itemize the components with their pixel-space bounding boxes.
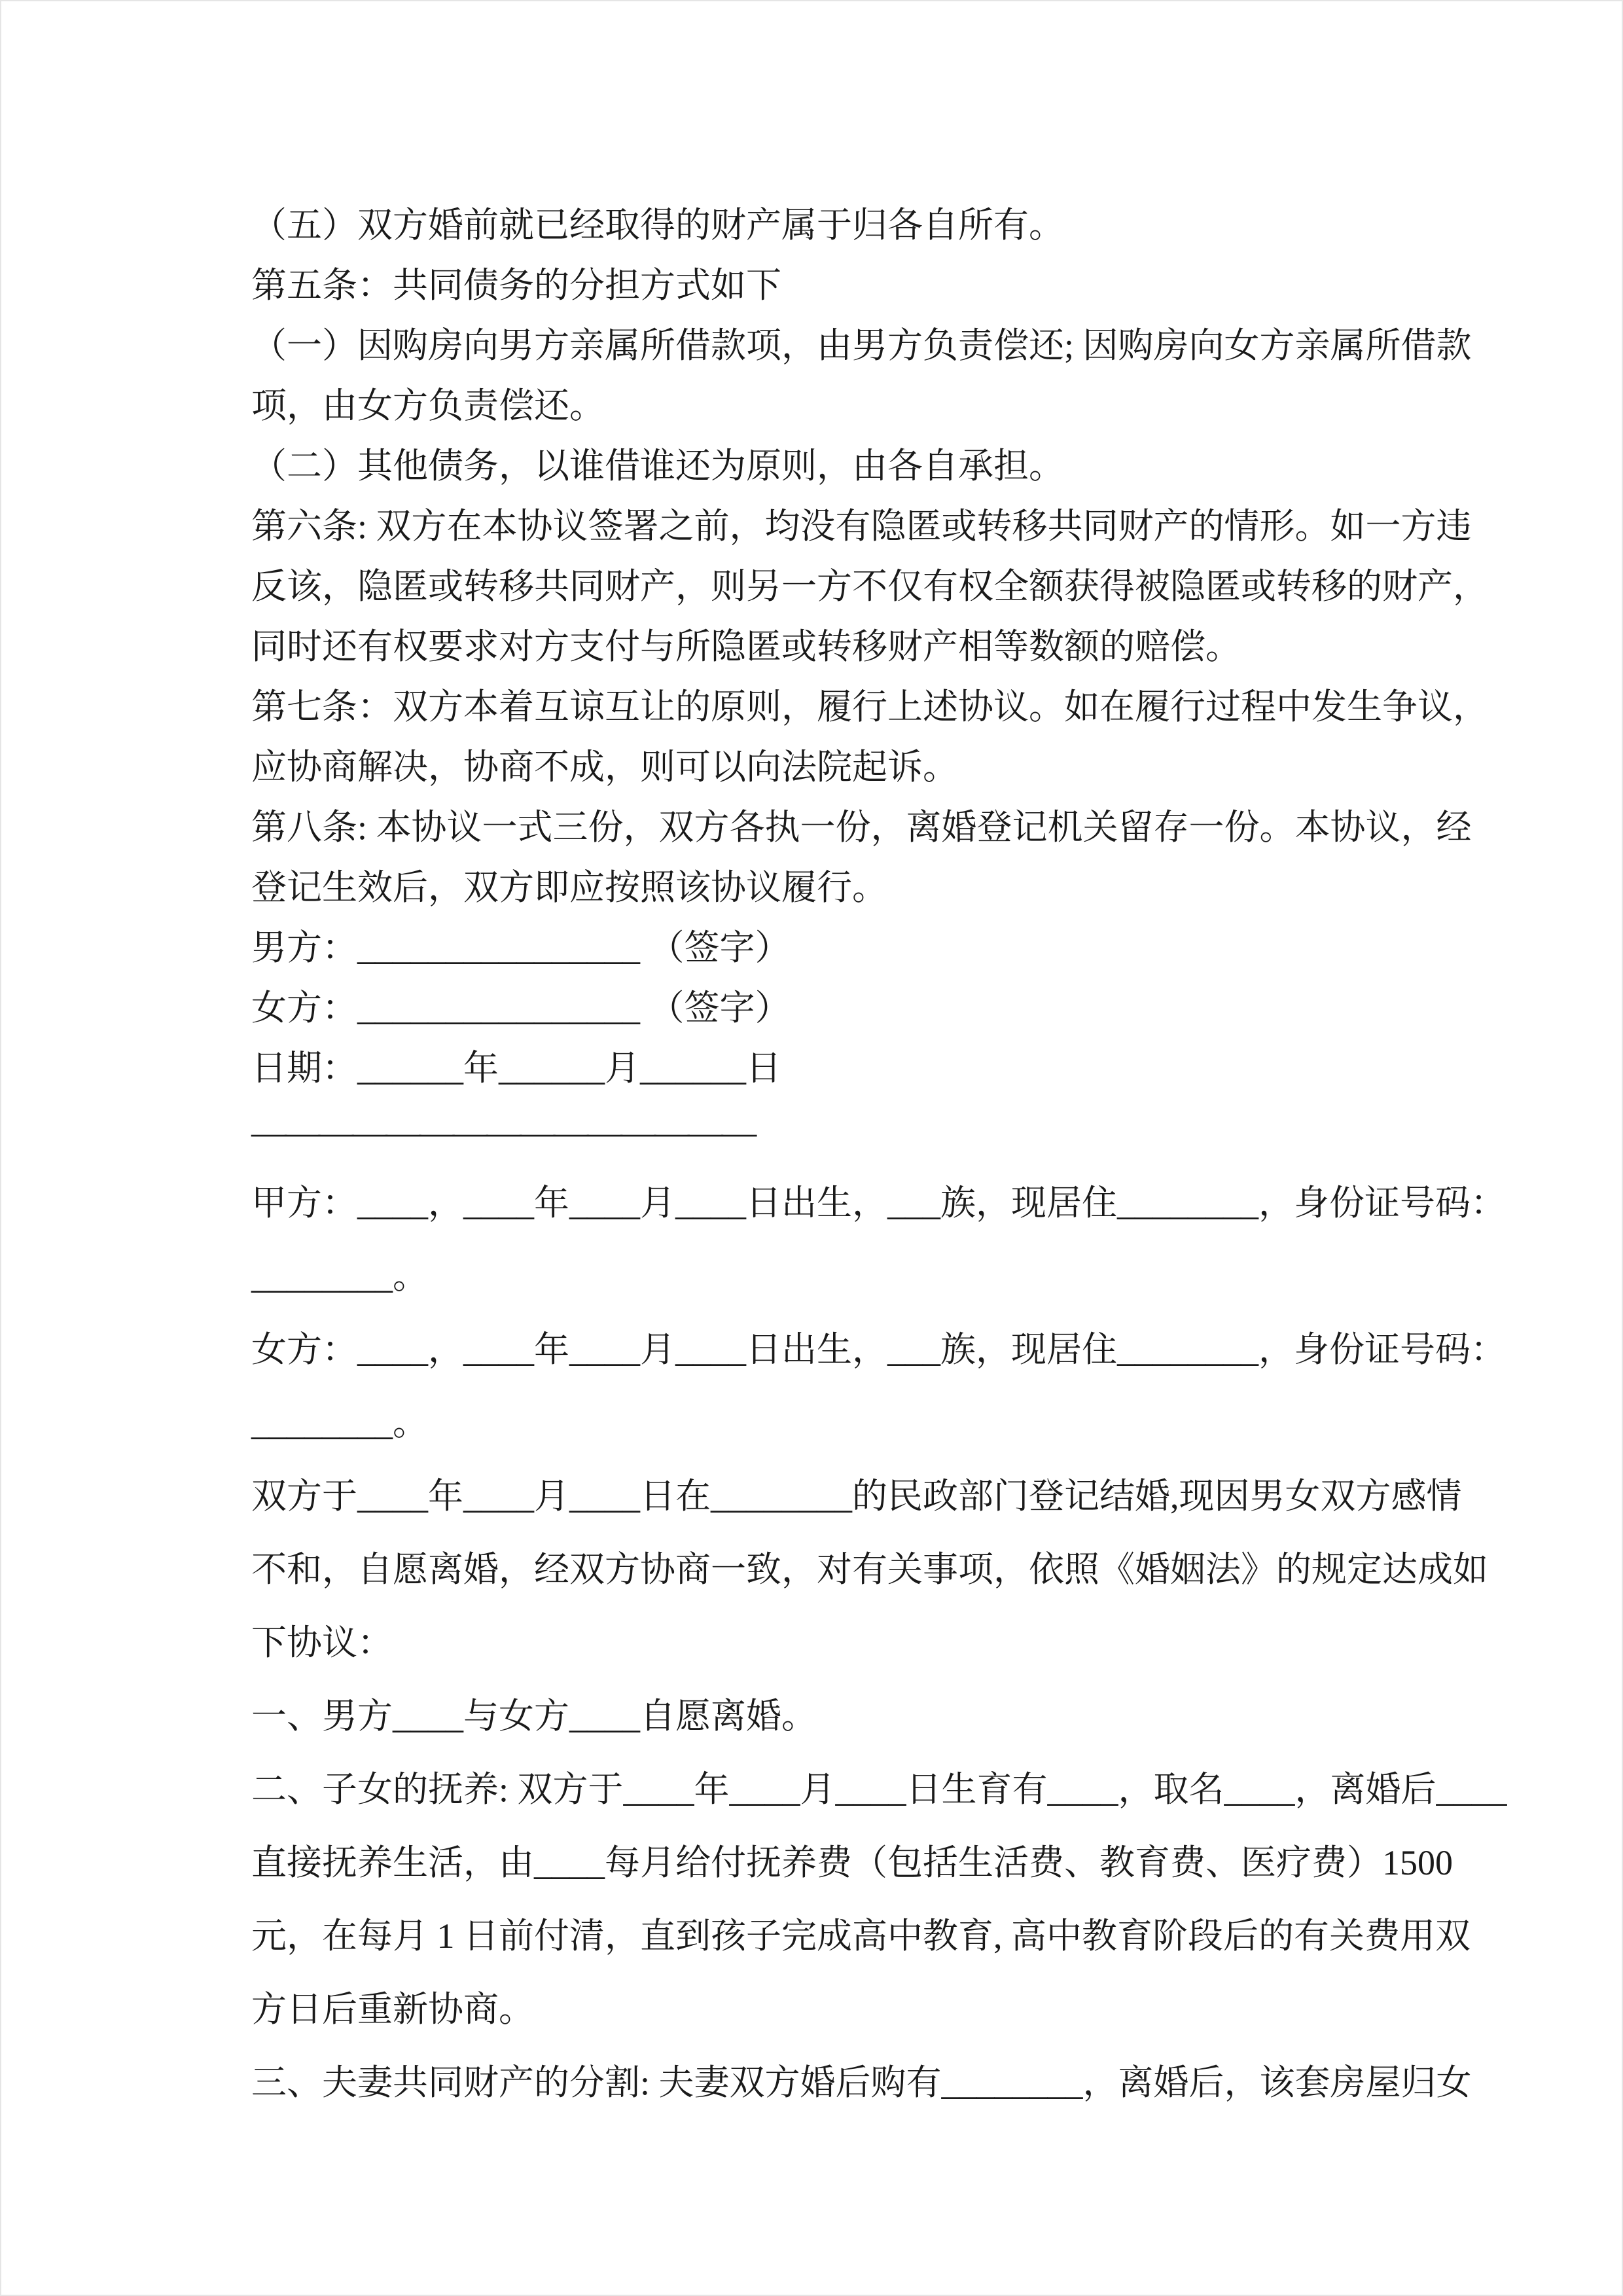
document-line: 直接抚养生活，由____每月给付抚养费（包括生活费、教育费、医疗费）1500 [251, 1843, 1453, 1882]
document-line: ________。 [251, 1403, 428, 1443]
party-a-info-line: 甲方：____，____年____月____日出生，___族，现居住________，身份证号码： [251, 1183, 1506, 1223]
document-line: 反该，隐匿或转移共同财产，则另一方不仅有权全额获得被隐匿或转移的财产， [251, 567, 1488, 606]
party-b-info-line: 女方：____，____年____月____日出生，___族，现居住________，身份证号码： [251, 1330, 1506, 1369]
second-agreement-section [251, 1166, 1507, 2119]
document-line: 第七条：双方本着互谅互让的原则，履行上述协议。如在履行过程中发生争议， [251, 687, 1488, 726]
document-line: 登记生效后，双方即应按照该协议履行。 [251, 868, 887, 907]
document-line: 三、夫妻共同财产的分割: 夫妻双方婚后购有________，离婚后，该套房屋归女 [251, 2063, 1472, 2102]
wife-signature-line: 女方：________________ （签字） [251, 988, 791, 1028]
document-page [1, 1, 1622, 2295]
document-line: 应协商解决，协商不成，则可以向法院起诉。 [251, 747, 958, 787]
document-line: 不和，自愿离婚，经双方协商一致，对有关事项，依照《婚姻法》的规定达成如 [251, 1550, 1488, 1589]
section-divider: ——————————————— [251, 1113, 755, 1152]
document-line: （一）因购房向男方亲属所借款项，由男方负责偿还; 因购房向女方亲属所借款 [251, 326, 1472, 365]
document-line: 第五条：共同债务的分担方式如下 [251, 266, 781, 305]
date-line: 日期：______年______月______日 [251, 1049, 781, 1088]
agreement-terms-section [251, 195, 1488, 1098]
document-line: 第六条: 双方在本协议签署之前，均没有隐匿或转移共同财产的情形。如一方违 [251, 507, 1472, 546]
document-line: （五）双方婚前就已经取得的财产属于归各自所有。 [251, 206, 1064, 245]
document-line: 双方于____年____月____日在________的民政部门登记结婚,现因男女双方感情 [251, 1477, 1462, 1516]
document-line: 第八条: 本协议一式三份，双方各执一份，离婚登记机关留存一份。本协议，经 [251, 808, 1472, 847]
document-line: 元，在每月 1 日前付清，直到孩子完成高中教育, 高中教育阶段后的有关费用双 [251, 1916, 1471, 1956]
document-line: （二）其他债务，以谁借谁还为原则，由各自承担。 [251, 446, 1064, 486]
document-line: 项，由女方负责偿还。 [251, 386, 605, 425]
document-line: 方日后重新协商。 [251, 1990, 534, 2029]
document-line: 下协议： [251, 1623, 393, 1662]
document-line: 二、子女的抚养: 双方于____年____月____日生育有____，取名____，离婚后____ [251, 1770, 1507, 1809]
document-line: 同时还有权要求对方支付与所隐匿或转移财产相等数额的赔偿。 [251, 627, 1241, 666]
document-line: 一、男方____与女方____自愿离婚。 [251, 1696, 817, 1736]
document-line: ________。 [251, 1257, 428, 1296]
husband-signature-line: 男方：________________ （签字） [251, 928, 791, 967]
